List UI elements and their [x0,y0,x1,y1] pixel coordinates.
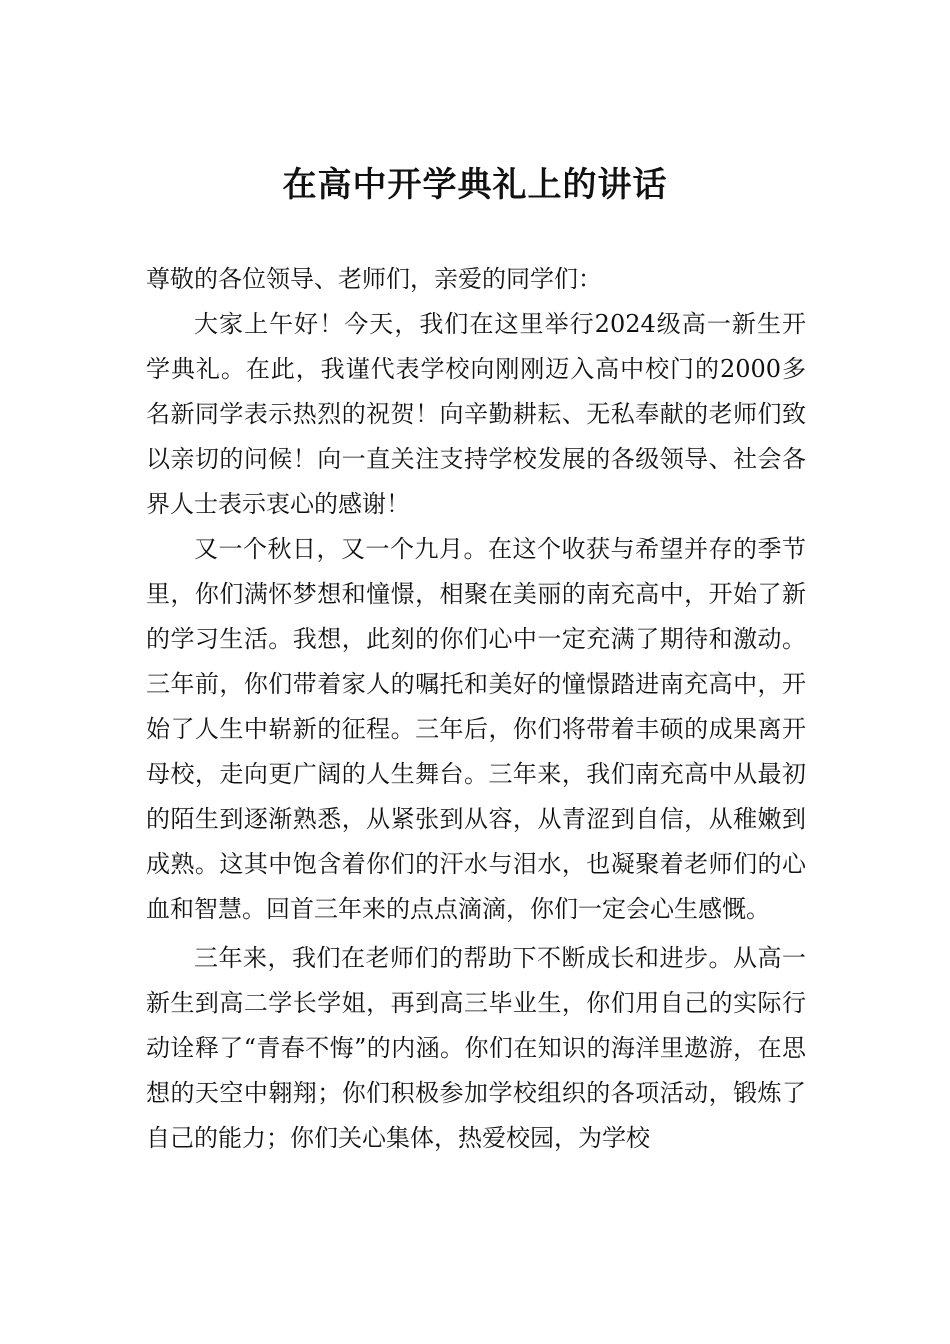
salutation: 尊敬的各位领导、老师们，亲爱的同学们： [146,265,602,293]
document-body [146,257,806,1161]
paragraph-1: 大家上午好！今天，我们在这里举行2024级高一新生开学典礼。在此，我谨代表学校向刚刚迈入高中校门的2000多名新同学表示热烈的祝贺！向辛勤耕耘、无私奉献的老师们致以亲切的问候！向一直关注支持学校发展的各级领导、社会各界人士表示衷心的感谢！ [146,310,806,518]
document-title: 在高中开学典礼上的讲话 [282,165,668,205]
paragraph-2: 又一个秋日，又一个九月。在这个收获与希望并存的季节里，你们满怀梦想和憧憬，相聚在美丽的南充高中，开始了新的学习生活。我想，此刻的你们心中一定充满了期待和激动。三年前，你们带着家人的嘱托和美好的憧憬踏进南充高中，开始了人生中崭新的征程。三年后，你们将带着丰硕的成果离开母校，走向更广阔的人生舞台。三年来，我们南充高中从最初的陌生到逐渐熟悉，从紧张到从容，从青涩到自信，从稚嫩到成熟。这其中饱含着你们的汗水与泪水，也凝聚着老师们的心血和智慧。回首三年来的点点滴滴，你们一定会心生感慨。 [146,535,806,923]
paragraph-3: 三年来，我们在老师们的帮助下不断成长和进步。从高一新生到高二学长学姐，再到高三毕业生，你们用自己的实际行动诠释了“青春不悔”的内涵。你们在知识的海洋里遨游，在思想的天空中翱翔；你们积极参加学校组织的各项活动，锻炼了自己的能力；你们关心集体，热爱校园，为学校 [146,944,806,1152]
